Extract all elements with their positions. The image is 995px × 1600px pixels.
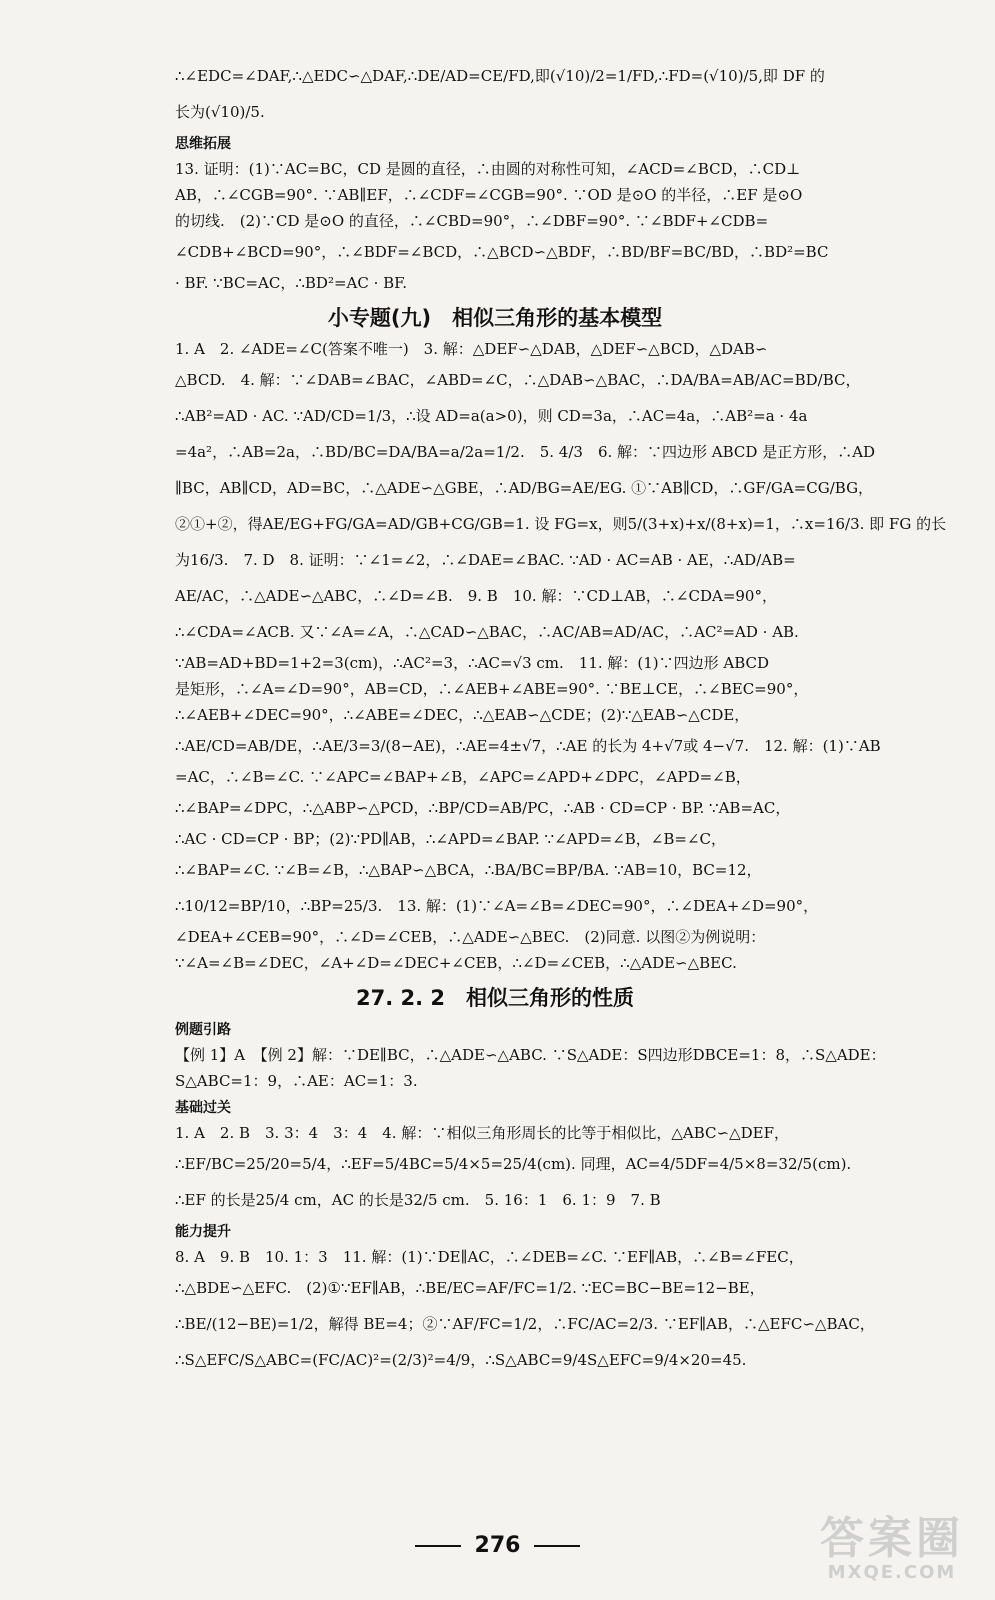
text-line: 【例 1】A 【例 2】解：∵DE∥BC，∴△ADE∽△ABC. ∵S△ADE：S四边形DBCE=1：8，∴S△ADE： xyxy=(175,1046,886,1064)
text-line: 1. A 2. B 3. 3：4 3：4 4. 解：∵相似三角形周长的比等于相似比，△ABC∽△DEF， xyxy=(175,1124,789,1142)
text-line: ∴S△EFC/S△ABC=(FC/AC)²=(2/3)²=4/9，∴S△ABC=9/4S△EFC=9/4×20=45. xyxy=(175,1351,747,1369)
text-line: ∴AB²=AD · AC. ∵AD/CD=1/3，∴设 AD=a(a>0)，则 CD=3a，∴AC=4a，∴AB²=a · 4a xyxy=(175,407,808,425)
text-line: ∴BE/(12−BE)=1/2，解得 BE=4；②∵AF/FC=1/2，∴FC/AC=2/3. ∵EF∥AB，∴△EFC∽△BAC， xyxy=(175,1315,875,1333)
heading-liti: 例题引路 xyxy=(175,1022,231,1038)
page-number: 276 xyxy=(474,1533,521,1558)
text-line: ∴∠BAP=∠DPC，∴△ABP∽△PCD，∴BP/CD=AB/PC，∴AB · CD=CP · BP. ∵AB=AC， xyxy=(175,799,791,817)
text-line: ∠DEA+∠CEB=90°，∴∠D=∠CEB，∴△ADE∽△BEC. (2)同意. 以图②为例说明： xyxy=(175,928,766,946)
text-line: ∴EF 的长是25/4 cm，AC 的长是32/5 cm. 5. 16：1 6. 1：9 7. B xyxy=(175,1191,661,1209)
text-line: S△ABC=1：9，∴AE：AC=1：3. xyxy=(175,1072,418,1090)
heading-jichu: 基础过关 xyxy=(175,1100,231,1116)
text-line: =AC，∴∠B=∠C. ∵∠APC=∠BAP+∠B，∠APC=∠APD+∠DPC，∠APD=∠B， xyxy=(175,768,751,786)
text-line: 13. 证明：(1)∵AC=BC，CD 是圆的直径，∴由圆的对称性可知，∠ACD=∠BCD，∴CD⊥ xyxy=(175,160,801,178)
heading-siwei: 思维拓展 xyxy=(175,136,231,152)
text-line: 是矩形，∴∠A=∠D=90°，AB=CD，∴∠AEB+∠ABE=90°. ∵BE⊥CE，∴∠BEC=90°， xyxy=(175,680,809,698)
text-line: ∠CDB+∠BCD=90°，∴∠BDF=∠BCD，∴△BCD∽△BDF，∴BD/BF=BC/BD，∴BD²=BC xyxy=(175,243,829,261)
footer-dash-left xyxy=(415,1545,461,1547)
text-line: · BF. ∵BC=AC，∴BD²=AC · BF. xyxy=(175,274,408,292)
footer-dash-right xyxy=(534,1545,580,1547)
text-line: ∴∠EDC=∠DAF,∴△EDC∽△DAF,∴DE/AD=CE/FD,即(√10)/2=1/FD,∴FD=(√10)/5,即 DF 的 xyxy=(175,67,825,85)
text-line: 长为(√10)/5. xyxy=(175,103,265,121)
text-line: ②①+②，得AE/EG+FG/GA=AD/GB+CG/GB=1. 设 FG=x，则5/(3+x)+x/(8+x)=1，∴x=16/3. 即 FG 的长 xyxy=(175,515,947,533)
text-line: ∴10/12=BP/10，∴BP=25/3. 13. 解：(1)∵∠A=∠B=∠DEC=90°，∴∠DEA+∠D=90°， xyxy=(175,897,819,915)
text-line: ∴AC · CD=CP · BP；(2)∵PD∥AB，∴∠APD=∠BAP. ∵∠APD=∠B，∠B=∠C， xyxy=(175,830,726,848)
text-line: ∴∠AEB+∠DEC=90°，∴∠ABE=∠DEC，∴△EAB∽△CDE；(2)∵△EAB∽△CDE， xyxy=(175,706,750,724)
answer-content xyxy=(175,58,947,1378)
watermark-text: 答案圈 xyxy=(820,1513,964,1564)
text-line: ∴△BDE∽△EFC. (2)①∵EF∥AB，∴BE/EC=AF/FC=1/2. ∵EC=BC−BE=12−BE， xyxy=(175,1279,765,1297)
text-line: ∵AB=AD+BD=1+2=3(cm)，∴AC²=3，∴AC=√3 cm. 11. 解：(1)∵四边形 ABCD xyxy=(175,654,770,672)
text-line: 8. A 9. B 10. 1：3 11. 解：(1)∵DE∥AC，∴∠DEB=∠C. ∵EF∥AB，∴∠B=∠FEC， xyxy=(175,1248,804,1266)
text-line: 1. A 2. ∠ADE=∠C(答案不唯一) 3. 解：△DEF∽△DAB，△DEF∽△BCD，△DAB∽ xyxy=(175,340,768,358)
text-line: ∴∠CDA=∠ACB. 又∵∠A=∠A，∴△CAD∽△BAC，∴AC/AB=AD/AC，∴AC²=AD · AB. xyxy=(175,623,799,641)
text-line: 为16/3. 7. D 8. 证明：∵∠1=∠2，∴∠DAE=∠BAC. ∵AD · AC=AB · AE，∴AD/AB= xyxy=(175,551,796,569)
watermark-logo xyxy=(807,1513,977,1588)
text-line: ∴∠BAP=∠C. ∵∠B=∠B，∴△BAP∽△BCA，∴BA/BC=BP/BA. ∵AB=10，BC=12， xyxy=(175,861,762,879)
text-line: ∥BC，AB∥CD，AD=BC，∴△ADE∽△GBE，∴AD/BG=AE/EG. ①∵AB∥CD，∴GF/GA=CG/BG， xyxy=(175,479,874,497)
text-line: △BCD. 4. 解：∵∠DAB=∠BAC，∠ABD=∠C，∴△DAB∽△BAC，∴DA/BA=AB/AC=BD/BC， xyxy=(175,371,861,389)
text-line: ∴EF/BC=25/20=5/4，∴EF=5/4BC=5/4×5=25/4(cm). 同理，AC=4/5DF=4/5×8=32/5(cm). xyxy=(175,1155,852,1173)
text-line: AE/AC，∴△ADE∽△ABC，∴∠D=∠B. 9. B 10. 解：∵CD⊥AB，∴∠CDA=90°， xyxy=(175,587,777,605)
text-line: ∴AE/CD=AB/DE，∴AE/3=3/(8−AE)，∴AE=4±√7，∴AE 的长为 4+√7或 4−√7. 12. 解：(1)∵AB xyxy=(175,737,881,755)
text-line: 的切线. (2)∵CD 是⊙O 的直径，∴∠CBD=90°，∴∠DBF=90°. ∵∠BDF+∠CDB= xyxy=(175,212,769,230)
text-line: =4a²，∴AB=2a，∴BD/BC=DA/BA=a/2a=1/2. 5. 4/3 6. 解：∵四边形 ABCD 是正方形，∴AD xyxy=(175,443,876,461)
section-title-properties: 27. 2. 2 相似三角形的性质 xyxy=(355,986,635,1010)
section-title-special: 小专题(九) 相似三角形的基本模型 xyxy=(327,306,663,330)
watermark-url: MXQE.COM xyxy=(827,1562,957,1583)
heading-nengli: 能力提升 xyxy=(175,1224,231,1240)
text-line: AB，∴∠CGB=90°. ∵AB∥EF，∴∠CDF=∠CGB=90°. ∵OD 是⊙O 的半径，∴EF 是⊙O xyxy=(175,186,803,204)
text-line: ∵∠A=∠B=∠DEC，∠A+∠D=∠DEC+∠CEB，∴∠D=∠CEB，∴△ADE∽△BEC. xyxy=(175,954,737,972)
